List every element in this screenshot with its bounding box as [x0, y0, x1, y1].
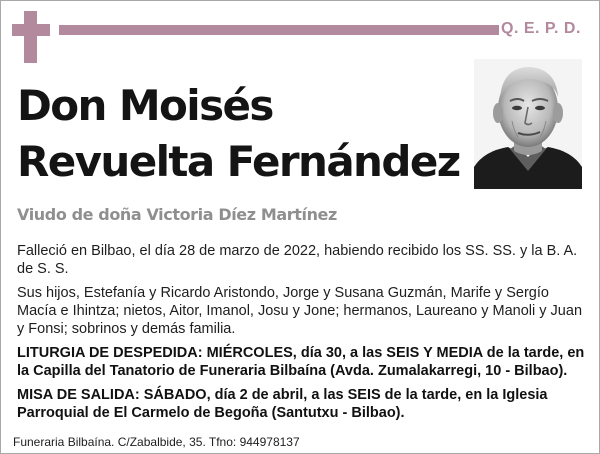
latin-cross-icon [24, 11, 37, 63]
deceased-name-line-1: Don Moisés [17, 81, 273, 130]
funeral-mass-details: MISA DE SALIDA: SÁBADO, día 2 de abril, a las SEIS de la tarde, en la Iglesia Parroquial de El Carmelo de Begoña (Santutxu - Bilbao). [17, 387, 548, 421]
qepd-label: Q. E. P. D. [501, 20, 581, 37]
widow-of-line: Viudo de doña Victoria Díez Martínez [17, 205, 337, 224]
latin-cross-icon-arm [12, 24, 50, 36]
funeral-home-footer: Funeraria Bilbaína. C/Zabalbide, 35. Tfno: 944978137 [13, 435, 300, 449]
death-announcement: Falleció en Bilbao, el día 28 de marzo de 2022, habiendo recibido los SS. SS. y la B. A. de S. S. [17, 243, 578, 277]
portrait-photo [474, 59, 582, 189]
deceased-name-line-2: Revuelta Fernández [17, 137, 460, 186]
liturgy-details: LITURGIA DE DESPEDIDA: MIÉRCOLES, día 30, a las SEIS Y MEDIA de la tarde, en la Capilla del Tanatorio de Funeraria Bilbaína (Avda. Zumalakarregi, 10 - Bilbao). [17, 345, 585, 379]
header-rule [59, 25, 499, 35]
portrait-illustration [474, 59, 582, 189]
family-mourners: Sus hijos, Estefanía y Ricardo Aristondo, Jorge y Susana Guzmán, Marife y Sergío Macía e Ihintza; nietos, Aitor, Imanol, Josu y Jone; hermanos, Laureano y Manoli y Juan y Fonsi; sobrinos y demás familia. [17, 285, 583, 337]
